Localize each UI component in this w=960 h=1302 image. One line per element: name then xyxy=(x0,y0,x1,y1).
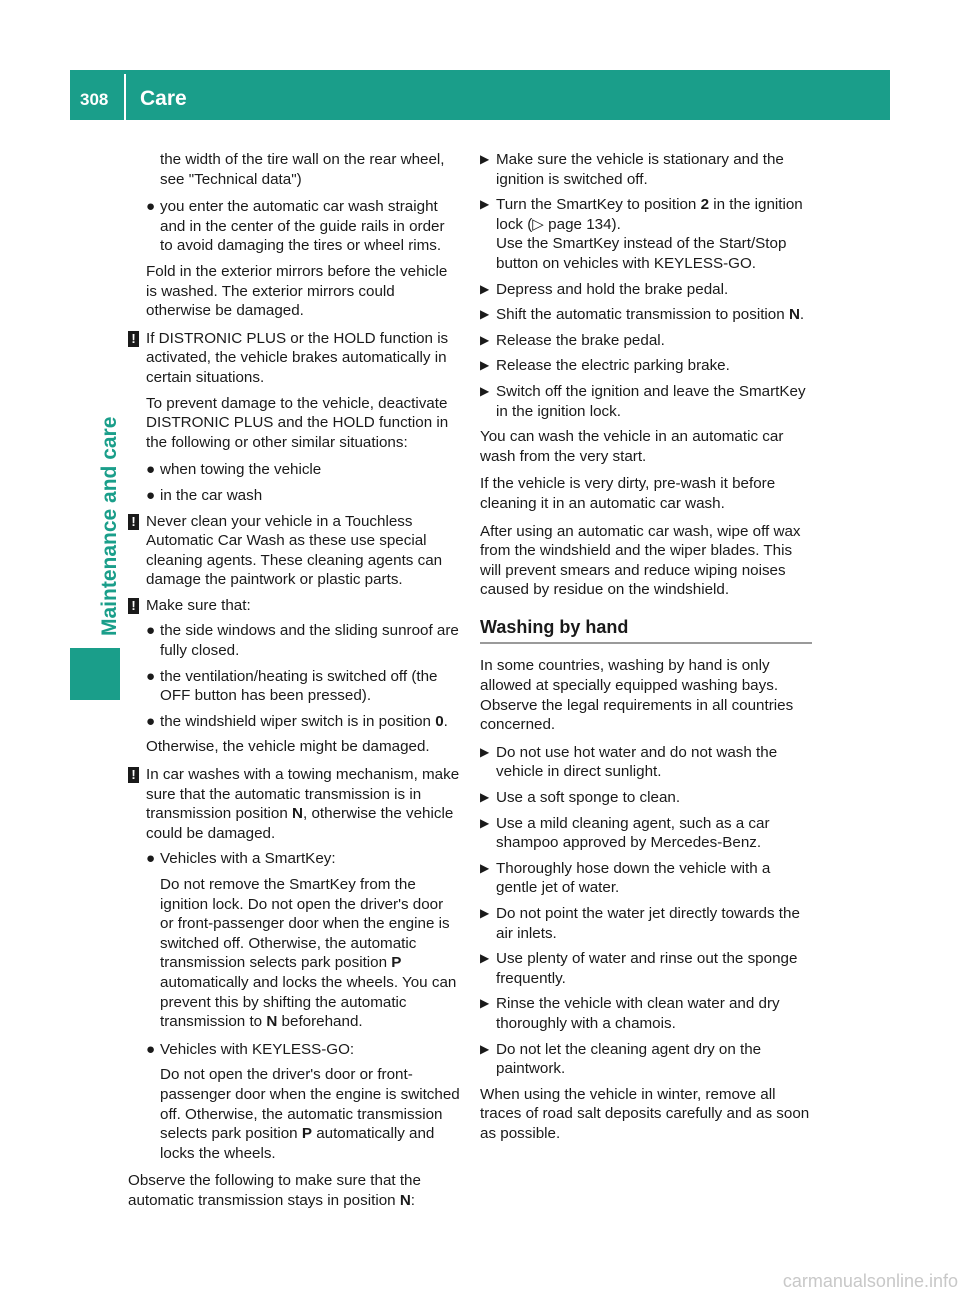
position-value: 0 xyxy=(435,712,444,730)
step-item xyxy=(480,382,812,421)
step-text: Shift the automatic transmission to position xyxy=(496,306,789,324)
list-item-text: Vehicles with a SmartKey: xyxy=(160,850,336,868)
side-tab-marker xyxy=(70,648,120,700)
position-value: P xyxy=(391,954,402,972)
arrow-icon: ▶ xyxy=(480,906,490,920)
position-value: N xyxy=(788,306,800,324)
bullet-icon: ● xyxy=(146,667,156,685)
bullet-icon: ● xyxy=(146,712,156,730)
warning-icon: ! xyxy=(128,598,139,614)
paragraph xyxy=(128,1171,460,1210)
arrow-icon: ▶ xyxy=(480,152,490,166)
list-item xyxy=(128,460,460,480)
list-item xyxy=(128,486,460,506)
bullet-icon: ● xyxy=(146,198,156,216)
warning-text: , otherwise the vehicle could be damaged. xyxy=(146,805,454,842)
list-item-text: the ventilation/heating is switched off (the OFF button has been pressed). xyxy=(160,667,438,705)
step-item xyxy=(480,150,812,189)
step-text: Use a soft sponge to clean. xyxy=(496,789,681,807)
paragraph: Otherwise, the vehicle might be damaged. xyxy=(146,738,430,756)
step-text: Release the electric parking brake. xyxy=(496,357,730,375)
step-text: Use a mild cleaning agent, such as a car shampoo approved by Mercedes-Benz. xyxy=(496,814,770,852)
step-text: Use plenty of water and rinse out the sponge frequently. xyxy=(496,950,798,987)
list-item xyxy=(128,667,460,706)
header-divider xyxy=(124,74,126,120)
paragraph: In some countries, washing by hand is only allowed at specially equipped washing bays. Observe the legal requirements in all countries concerned. xyxy=(480,657,794,734)
warning-text: Make sure that: xyxy=(146,596,251,614)
step-item xyxy=(480,904,812,943)
arrow-icon: ▶ xyxy=(480,996,490,1011)
arrow-icon: ▶ xyxy=(480,332,490,347)
position-value: N xyxy=(399,1191,411,1209)
step-text: Do not use hot water and do not wash the vehicle in direct sunlight. xyxy=(496,743,778,781)
paragraph: When using the vehicle in winter, remove all traces of road salt deposits carefully and as soon as possible. xyxy=(480,1085,810,1142)
step-item xyxy=(480,356,812,376)
step-item xyxy=(480,859,812,898)
list-item-text: when towing the vehicle xyxy=(160,461,322,479)
list-item xyxy=(128,1040,460,1060)
arrow-icon: ▶ xyxy=(480,1041,490,1056)
list-item xyxy=(128,621,460,660)
arrow-icon: ▶ xyxy=(480,860,490,875)
step-text: in the ignition lock (▷ page 134). xyxy=(496,196,803,233)
warning-note xyxy=(128,765,460,843)
warning-note xyxy=(128,329,460,388)
step-text: Do not let the cleaning agent dry on the paintwork. xyxy=(496,1040,762,1078)
bullet-icon: ● xyxy=(146,850,156,868)
page-number: 308 xyxy=(80,90,109,109)
warning-icon: ! xyxy=(128,767,139,783)
right-column xyxy=(480,150,812,1152)
warning-text: Never clean your vehicle in a Touchless Automatic Car Wash as these use special cleaning agents. These cleaning agents can damage the paintwork or plastic parts. xyxy=(146,512,443,589)
step-item xyxy=(480,305,812,325)
step-item xyxy=(480,814,812,853)
text-run: automatically and locks the wheels. xyxy=(160,1125,435,1162)
step-text: Rinse the vehicle with clean water and dry thoroughly with a chamois. xyxy=(496,995,780,1032)
list-item xyxy=(128,849,460,869)
step-item xyxy=(480,788,812,808)
paragraph xyxy=(128,875,460,1032)
warning-text: In car washes with a towing mechanism, make sure that the automatic transmission is in transmission position xyxy=(146,766,460,823)
list-item-text: the windshield wiper switch is in position xyxy=(160,712,436,730)
text-run: Do not open the driver's door or front-passenger door when the engine is switched off. Otherwise, the automatic transmission selects park position xyxy=(160,1066,460,1143)
step-item xyxy=(480,195,812,273)
list-item-text: in the car wash xyxy=(160,486,263,504)
warning-note xyxy=(128,512,460,590)
step-item xyxy=(480,949,812,988)
arrow-icon: ▶ xyxy=(480,951,490,966)
step-text: Use the SmartKey instead of the Start/Stop button on vehicles with KEYLESS-GO. xyxy=(496,235,787,272)
list-item-text: you enter the automatic car wash straight and in the center of the guide rails in order to avoid damaging the tires or wheel rims. xyxy=(160,198,445,255)
step-item xyxy=(480,331,812,351)
paragraph: After using an automatic car wash, wipe off wax from the windshield and the wiper blades. This will prevent smears and reduce wiping noises caused by residue on the windshield. xyxy=(480,522,801,599)
arrow-icon: ▶ xyxy=(480,281,490,296)
continued-text: the width of the tire wall on the rear wheel, see "Technical data") xyxy=(160,151,445,188)
list-item-text: the side windows and the sliding sunroof are fully closed. xyxy=(160,622,459,660)
side-tab-label: Maintenance and care xyxy=(98,416,121,636)
section-heading: Washing by hand xyxy=(480,618,812,645)
step-item xyxy=(480,994,812,1033)
position-value: 2 xyxy=(700,196,710,214)
text-run: Do not remove the SmartKey from the ignition lock. Do not open the driver's door or front-passenger door when the engine is switched off. Otherwise, the automatic transmission selects park position xyxy=(160,876,450,972)
arrow-icon: ▶ xyxy=(480,197,490,212)
list-item-text: . xyxy=(443,712,448,730)
step-text: Thoroughly hose down the vehicle with a gentle jet of water. xyxy=(496,859,771,897)
list-item xyxy=(128,197,460,256)
bullet-icon: ● xyxy=(146,1040,156,1058)
step-text: Make sure the vehicle is stationary and the ignition is switched off. xyxy=(496,151,784,188)
position-value: N xyxy=(266,1013,278,1031)
step-text: Do not point the water jet directly towards the air inlets. xyxy=(496,905,800,942)
step-item xyxy=(480,1040,812,1079)
arrow-icon: ▶ xyxy=(480,790,490,805)
step-text: Release the brake pedal. xyxy=(496,331,665,349)
paragraph xyxy=(128,1065,460,1163)
warning-text: If DISTRONIC PLUS or the HOLD function is activated, the vehicle brakes automatically in certain situations. xyxy=(146,329,449,386)
paragraph: To prevent damage to the vehicle, deactivate DISTRONIC PLUS and the HOLD function in the following or other similar situations: xyxy=(146,394,449,451)
warning-icon: ! xyxy=(128,331,139,347)
warning-note xyxy=(128,596,460,616)
step-text: . xyxy=(799,306,805,324)
paragraph: If the vehicle is very dirty, pre-wash it before cleaning it in an automatic car wash. xyxy=(480,475,776,512)
bullet-icon: ● xyxy=(146,622,156,640)
paragraph: Fold in the exterior mirrors before the vehicle is washed. The exterior mirrors could otherwise be damaged. xyxy=(146,262,448,320)
step-text: Turn the SmartKey to position xyxy=(496,196,701,214)
watermark: carmanualsonline.info xyxy=(782,1271,958,1291)
text-run: : xyxy=(410,1191,416,1209)
section-title: Care xyxy=(140,87,187,110)
position-value: N xyxy=(292,805,304,823)
warning-icon: ! xyxy=(128,514,139,530)
text-run: automatically and locks the wheels. You can prevent this by shifting the automatic transmission to xyxy=(160,973,457,1031)
bullet-icon: ● xyxy=(146,461,156,479)
text-run: Observe the following to make sure that the automatic transmission stays in position xyxy=(128,1172,421,1209)
arrow-icon: ▶ xyxy=(480,358,490,373)
bullet-icon: ● xyxy=(146,486,156,504)
arrow-icon: ▶ xyxy=(480,307,490,322)
list-item-text: Vehicles with KEYLESS-GO: xyxy=(160,1040,355,1058)
header-bar xyxy=(70,70,890,120)
arrow-icon: ▶ xyxy=(480,744,490,759)
text-run: beforehand. xyxy=(277,1013,363,1031)
arrow-icon: ▶ xyxy=(480,383,490,398)
step-text: Depress and hold the brake pedal. xyxy=(496,280,729,298)
step-text: Switch off the ignition and leave the SmartKey in the ignition lock. xyxy=(496,382,806,420)
left-column xyxy=(128,150,460,1219)
arrow-icon: ▶ xyxy=(480,815,490,830)
step-item xyxy=(480,743,812,782)
step-item xyxy=(480,280,812,300)
paragraph: You can wash the vehicle in an automatic car wash from the very start. xyxy=(480,428,784,465)
list-item xyxy=(128,712,460,732)
position-value: P xyxy=(301,1125,312,1143)
